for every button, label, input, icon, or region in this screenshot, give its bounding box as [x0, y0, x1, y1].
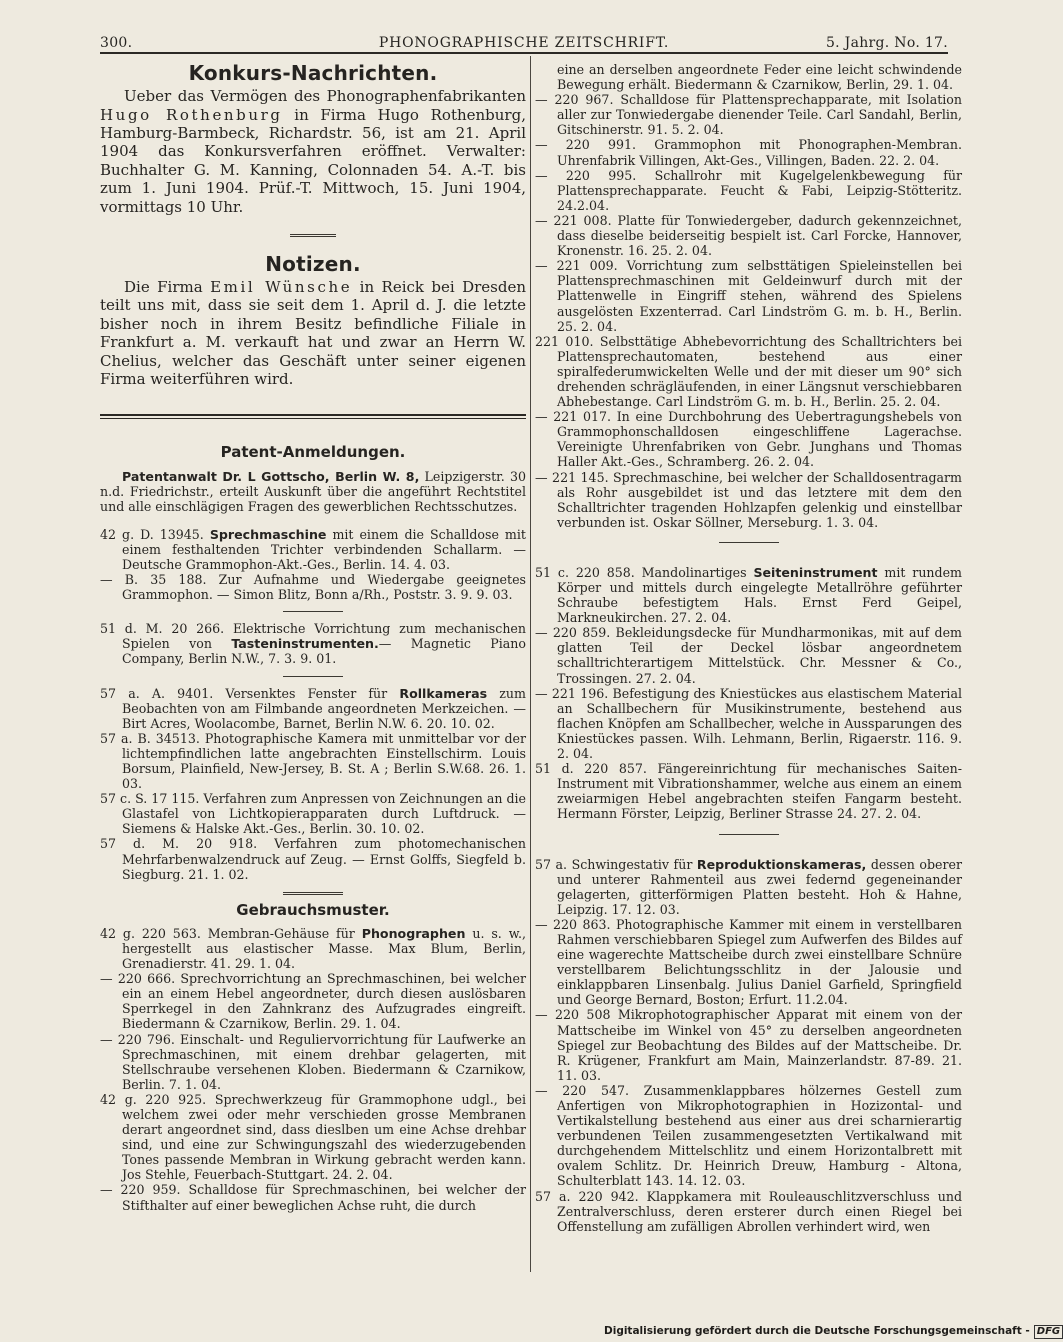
- page-number: 300.: [100, 35, 133, 51]
- patent-entry: [100, 621, 526, 666]
- left-column: [100, 62, 526, 1213]
- konkurs-name: Hugo Rothenburg: [100, 105, 283, 124]
- gebrauchsmuster-entry: — 220 796. Einschalt- und Reguliervorrichtung für Laufwerke an Sprechmaschinen, mit einem drehbar gelagerten, mit Stellschraube versehenen Kloben. Biedermann & Czarnikow, Berlin. 7. 1. 04.: [100, 1031, 526, 1092]
- gebrauchsmuster-entry: — 220 991. Grammophon mit Phonographen-Membran. Uhrenfabrik Villingen, Akt-Ges., Villingen, Baden. 22. 2. 04.: [535, 137, 962, 168]
- entry-keyword: Reproduktionskameras,: [696, 856, 867, 872]
- patent-entry: — B. 35 188. Zur Aufnahme und Wiedergabe geeignetes Grammophon. — Simon Blitz, Bonn a/Rh., Poststr. 3. 9. 9. 03.: [100, 572, 526, 603]
- digitization-credit: [604, 1322, 1063, 1340]
- entry-keyword: Tasteninstrumenten.: [231, 636, 379, 652]
- entry-prefix: 42 g. 220 563. Membran-Gehäuse für: [100, 925, 355, 941]
- notizen-name: Emil Wünsche: [210, 278, 353, 297]
- entry-prefix: 57 a. Schwingestativ für: [535, 856, 693, 872]
- column-rule: [530, 56, 531, 1272]
- gebrauchsmuster-entry: eine an derselben angeordnete Feder eine leicht schwindende Bewegung erhält. Biedermann & Czarnikow, Berlin, 29. 1. 04.: [557, 62, 962, 93]
- notizen-paragraph: [100, 278, 526, 388]
- patent-agent-notice: [100, 469, 526, 515]
- entry-text: mit einem die Schalldose mit einem festhaltenden Trichter verbindenden Schallarm. — Deutsche Grammophon-Akt.-Ges., Berlin. 14. 4. 03.: [122, 526, 526, 572]
- gebrauchsmuster-entry: — 221 145. Sprechmaschine, bei welcher der Schalldosentragarm als Rohr ausgebildet ist und das letztere mit dem den Schalltrichter tragenden Hohlzapfen gelenkig und einstellbar verbunden ist. Oskar Söllner, Merseburg. 1. 3. 04.: [535, 469, 962, 530]
- gebrauchsmuster-entry: 51 d. 220 857. Fängereinrichtung für mechanisches Saiten-Instrument mit Vibrationshammer, welche aus einem an einem zweiarmigen Hebel angebrachten steifen Fangarm besteht. Hermann Förster, Leipzig, Berliner Strasse 24. 27. 2. 04.: [535, 761, 962, 822]
- patent-heading: Patent-Anmeldungen.: [220, 443, 406, 462]
- right-column: [535, 62, 962, 1234]
- header-rule: [100, 52, 948, 54]
- entry-prefix: 42 g. D. 13945.: [100, 526, 204, 542]
- gebrauchsmuster-entry: — 220 508 Mikrophotographischer Apparat mit einem von der Mattscheibe im Winkel von 45° zu derselben angeordneten Spiegel zur Beobachtung des Bildes auf der Mattscheibe. Dr. R. Krügener, Frankfurt am Main, Mainzerlandstr. 87-89. 21. 11. 03.: [535, 1007, 962, 1083]
- konkurs-text-1: Ueber das Vermögen des Phonographenfabrikanten: [124, 87, 526, 106]
- gebrauchsmuster-entry: — 220 859. Bekleidungsdecke für Mundharmonikas, mit auf dem glatten Teil der Deckel lösbar angeordnetem schalltrichterartigem Mittelstück. Chr. Messner & Co., Trossingen. 27. 2. 04.: [535, 625, 962, 686]
- entry-text: u. s. w., hergestellt aus elastischer Masse. Max Blum, Berlin, Grenadierstr. 41. 29. 1. 04.: [122, 925, 526, 972]
- entry-keyword: Rollkameras: [399, 685, 488, 701]
- gebrauchsmuster-entry: — 220 547. Zusammenklappbares hölzernes Gestell zum Anfertigen von Mikrophotographien in Hozizontal- und Vertikalstellung bestehend aus einer aus drei scharnierartig verbundenen Teilen zusammengesetzten Vertikalwand mit durchgehendem Mittelschlitz und einem Horizontalbrett mit ovalem Schlitz. Dr. Heinrich Dreuw, Hamburg - Altona, Schulterblatt 143. 14. 12. 03.: [535, 1082, 962, 1189]
- patent-entry: 57 a. B. 34513. Photographische Kamera mit unmittelbar vor der lichtempfindlichen latte angebrachten Einstellschirm. Louis Borsum, Plainfield, New-Jersey, B. St. A ; Berlin S.W.68. 26. 1. 03.: [100, 730, 526, 792]
- gebrauchsmuster-entry: — 220 959. Schalldose für Sprechmaschinen, bei welcher der Stifthalter auf einer beweglichen Achse ruht, die durch: [100, 1182, 526, 1213]
- patent-entry: [100, 686, 526, 731]
- patent-entry: [100, 527, 526, 572]
- gebrauchsmuster-entry: — 220 863. Photographische Kammer mit einem in verstellbaren Rahmen verschiebbaren Spiegel zum Aufwerfen des Bildes auf eine wagerechte Mattscheibe durch zwei einstellbare Schnüre verstellbarem Belichtungsschlitz in der Jalousie und einklappbaren Linsenbalg. Julius Daniel Garfield, Springfield und George Bernard, Boston; Erfurt. 11.2.04.: [535, 916, 962, 1008]
- entry-keyword: Phonographen: [361, 925, 466, 941]
- gebrauchsmuster-entry: [535, 857, 962, 917]
- entry-keyword: Seiteninstrument: [753, 564, 878, 580]
- issue-label: 5. Jahrg. No. 17.: [825, 35, 948, 51]
- entry-prefix: 51 d. M. 20 266. Elektrische Vorrichtung zum mechanischen Spielen von: [100, 621, 526, 652]
- notizen-text-2: in Reick bei Dresden teilt uns mit, dass sie seit dem 1. April d. J. die letzte bisher noch in ihrem Besitz befindliche Filiale in Frankfurt a. M. verkauft hat und zwar an Herrn W. Chelius, welcher das Geschäft unter seiner eigenen Firma weiterführen wird.: [100, 278, 526, 389]
- entry-divider: [719, 834, 779, 835]
- gebrauchsmuster-heading: Gebrauchsmuster.: [236, 900, 390, 919]
- section-double-rule: [100, 414, 526, 419]
- entry-prefix: 57 a. A. 9401. Versenktes Fenster für: [100, 685, 388, 701]
- entry-divider: [283, 611, 343, 612]
- entry-keyword: Sprechmaschine: [209, 526, 327, 542]
- entry-divider: [719, 542, 779, 543]
- patent-agent-text: Leipzigerstr. 30 n.d. Friedrichstr., erteilt Auskunft über die angeführt Rechtstitel und alle einschlägigen Fragen des gewerblichen Rechtsschutzes.: [100, 468, 526, 515]
- section-divider: [290, 234, 336, 237]
- gebrauchsmuster-entry: 42 g. 220 925. Sprechwerkzeug für Grammophone udgl., bei welchem zwei oder mehr verschieden grosse Membranen derart angeordnet sind, dass dieslben um eine Achse drehbar sind, und eine zur Schwingungszahl des wiederzugebenden Tones passende Membran in Wirkung gebracht werden kann. Jos Stehle, Feuerbach-Stuttgart. 24. 2. 04.: [100, 1091, 526, 1183]
- patent-entry: 57 c. S. 17 115. Verfahren zum Anpressen von Zeichnungen an die Glastafel von Lichtkopierapparaten durch Luftdruck. — Siemens & Halske Akt.-Ges., Berlin. 30. 10. 02.: [100, 791, 526, 837]
- gebrauchsmuster-entry: — 221 196. Befestigung des Kniestückes aus elastischem Material an Schallbechern für Musikinstrumente, bestehend aus flachen Knöpfen am Schallbecher, welche in Aussparungen des Kniestückes passen. Wilh. Lehmann, Berlin, Rigaerstr. 116. 9. 2. 04.: [535, 685, 962, 762]
- journal-title: PHONOGRAPHISCHE ZEITSCHRIFT.: [378, 35, 670, 51]
- section-divider: [283, 892, 343, 895]
- konkurs-text-2: in Firma Hugo Rothenburg, Hamburg-Barmbeck, Richardstr. 56, ist am 21. April 1904 das Konkursverfahren eröffnet. Verwalter: Buchhalter G. M. Kanning, Colonnaden 54. A.-T. bis zum 1. Juni 1904. Prüf.-T. Mittwoch, 15. Juni 1904, vormittags 10 Uhr.: [100, 105, 526, 216]
- entry-divider: [283, 676, 343, 677]
- running-head: [100, 33, 948, 53]
- gebrauchsmuster-entry: — 220 666. Sprechvorrichtung an Sprechmaschinen, bei welcher ein an einem Hebel angeordneter, durch diesen auslösbaren Sperrkegel in den Zahnkranz des Aufzugrades eingreift. Biedermann & Czarnikow, Berlin. 29. 1. 04.: [100, 971, 526, 1032]
- patent-entry: 57 d. M. 20 918. Verfahren zum photomechanischen Mehrfarbenwalzendruck auf Zeug. — Ernst Golffs, Siegfeld b. Siegburg. 21. 1. 02.: [100, 836, 526, 882]
- gebrauchsmuster-entry: — 220 967. Schalldose für Plattensprechapparate, mit Isolation aller zur Tonwiedergabe dienender Teile. Carl Sandahl, Berlin, Gitschinerstr. 91. 5. 2. 04.: [535, 92, 962, 138]
- notizen-text-1: Die Firma: [124, 278, 203, 297]
- gebrauchsmuster-entry: 221 010. Selbsttätige Abhebevorrichtung des Schalltrichters bei Plattensprechautomaten, bestehend aus einer spiralfederumwickelten Welle und der mit dieser um 90° sich drehenden schrägläufenden, in einer Längsnut verschiebbaren Abhebestange. Carl Lindström G. m. b. H., Berlin. 25. 2. 04.: [535, 333, 962, 410]
- entry-text: — Magnetic Piano Company, Berlin N.W., 7. 3. 9. 01.: [122, 636, 526, 667]
- gebrauchsmuster-entry: — 221 008. Platte für Tonwiedergeber, dadurch gekennzeichnet, dass dieselbe beiderseitig bespielt ist. Carl Forcke, Hannover, Kronenstr. 16. 25. 2. 04.: [535, 212, 962, 259]
- gebrauchsmuster-entry: — 221 017. In eine Durchbohrung des Uebertragungshebels von Grammophonschalldosen eingeschliffene Lagerachse. Vereinigte Uhrenfabriken von Gebr. Junghans und Thomas Haller Akt.-Ges., Schramberg. 26. 2. 04.: [535, 409, 962, 470]
- gebrauchsmuster-entry: [535, 565, 962, 625]
- konkurs-heading: Konkurs-Nachrichten.: [188, 61, 438, 85]
- dfg-logo: DFG: [1034, 1325, 1063, 1339]
- gebrauchsmuster-entry: [100, 926, 526, 971]
- entry-text: mit rundem Körper und mittels durch eingelegte Metallröhre geführter Schraube befestigtem Hals. Ernst Ferd Geipel, Markneukirchen. 27. 2. 04.: [557, 564, 963, 626]
- gebrauchsmuster-entry: — 220 995. Schallrohr mit Kugelgelenkbewegung für Plattensprechapparate. Feucht & Fabi, Leipzig-Stötteritz. 24.2.04.: [535, 167, 962, 213]
- notizen-heading: Notizen.: [265, 251, 361, 276]
- entry-prefix: 51 c. 220 858. Mandolinartiges: [535, 564, 747, 580]
- patent-agent-name: Patentanwalt Dr. L Gottscho, Berlin W. 8,: [122, 468, 420, 484]
- konkurs-paragraph: [100, 87, 526, 216]
- entry-text: dessen oberer und unterer Rahmenteil aus zwei federnd gegeneinander gelagerten, gitterförmigen Platten besteht. Hoh & Hahne, Leipzig. 17. 12. 03.: [557, 856, 962, 917]
- entry-text: zum Beobachten von am Filmbande angeordneten Merkzeichen. — Birt Acres, Woolacombe, Barnet, Berlin N.W. 6. 20. 10. 02.: [122, 685, 526, 731]
- credit-text: Digitalisierung gefördert durch die Deutsche Forschungsgemeinschaft -: [604, 1325, 1030, 1337]
- gebrauchsmuster-entry: — 221 009. Vorrichtung zum selbsttätigen Spieleinstellen bei Plattensprechmaschinen mit Geldeinwurf durch mit der Plattenwelle in Eingriff stehen, während des Spielens ausgelösten Exzenterrad. Carl Lindström G. m. b. H., Berlin. 25. 2. 04.: [535, 258, 962, 334]
- gebrauchsmuster-entry: 57 a. 220 942. Klappkamera mit Rouleauschlitzverschluss und Zentralverschluss, deren ersterer durch einen Riegel bei Offenstellung am zufälligen Abrollen verhindert wird, wen: [535, 1188, 962, 1234]
